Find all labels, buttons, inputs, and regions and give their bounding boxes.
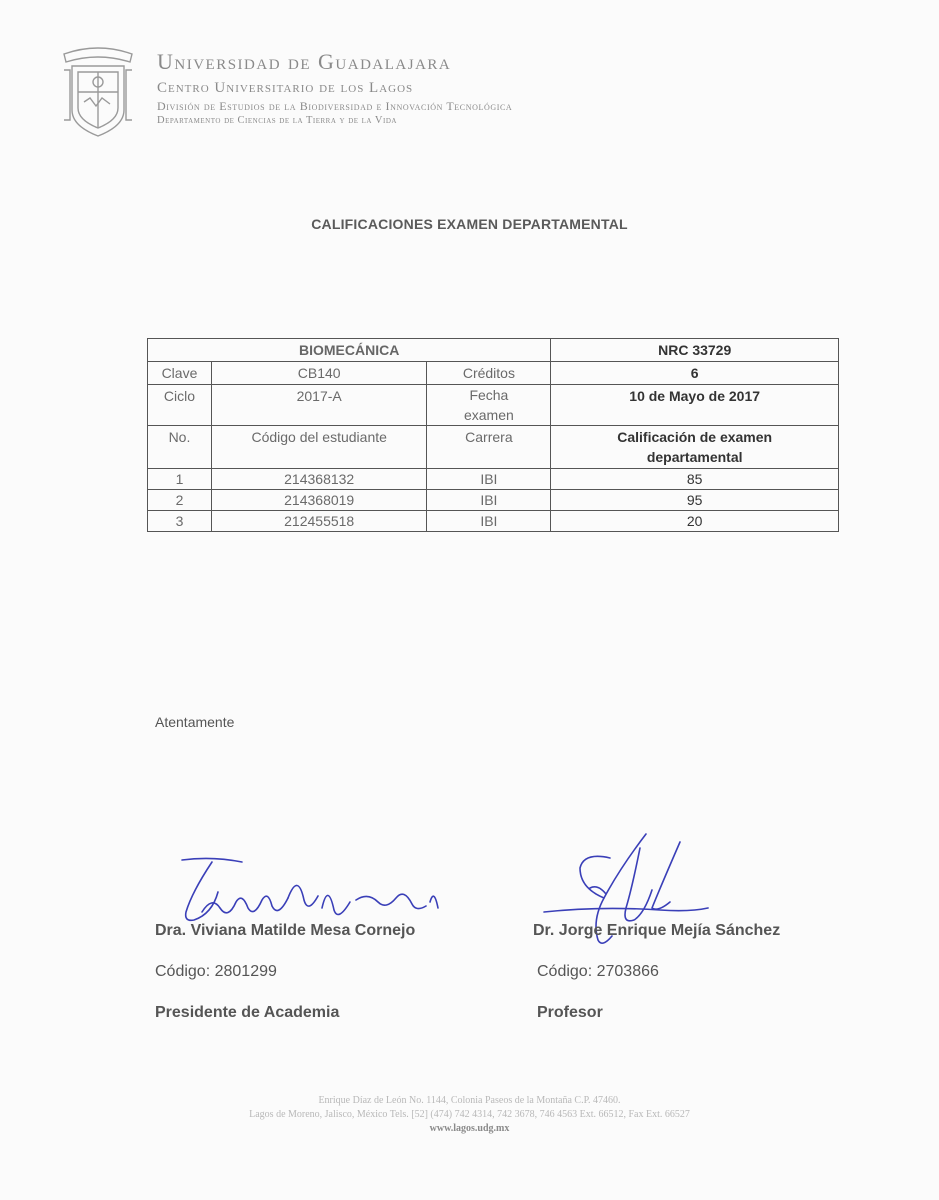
signatory-1-role: Presidente de Academia	[155, 1004, 340, 1021]
clave-value: CB140	[211, 362, 427, 385]
grades-table	[147, 338, 839, 532]
letterhead-text	[157, 50, 777, 127]
row-carrera: IBI	[427, 469, 551, 490]
center-name: Centro Universitario de los Lagos	[157, 80, 414, 96]
footer-contact: Lagos de Moreno, Jalisco, México Tels. [52] (474) 742 4314, 742 3678, 746 4563 Ext. 66512, Fax Ext. 66527	[249, 1109, 690, 1120]
division-name: División de Estudios de la Biodiversidad e Innovación Tecnológica	[157, 99, 513, 113]
signature-1-icon	[172, 852, 442, 932]
nrc-value: NRC 33729	[551, 339, 839, 362]
university-name: Universidad de Guadalajara	[157, 49, 452, 74]
row-carrera: IBI	[427, 511, 551, 532]
table-row	[148, 490, 839, 511]
header-codigo: Código del estudiante	[211, 426, 427, 469]
fecha-label: Fecha examen	[427, 385, 551, 426]
header-carrera: Carrera	[427, 426, 551, 469]
document-title: CALIFICACIONES EXAMEN DEPARTAMENTAL	[311, 216, 628, 232]
ciclo-label: Ciclo	[148, 385, 212, 426]
subject-name: BIOMECÁNICA	[148, 339, 551, 362]
footer-address: Enrique Díaz de León No. 1144, Colonia Paseos de la Montaña C.P. 47460.	[318, 1095, 621, 1106]
row-no: 2	[148, 490, 212, 511]
table-row	[148, 362, 839, 385]
clave-label: Clave	[148, 362, 212, 385]
fecha-value: 10 de Mayo de 2017	[551, 385, 839, 426]
department-name: Departamento de Ciencias de la Tierra y de la Vida	[157, 115, 397, 126]
creditos-value: 6	[551, 362, 839, 385]
table-row	[148, 469, 839, 490]
row-carrera: IBI	[427, 490, 551, 511]
table-row	[148, 339, 839, 362]
header-no: No.	[148, 426, 212, 469]
signatory-2-role: Profesor	[537, 1004, 603, 1021]
row-calificacion: 20	[551, 511, 839, 532]
creditos-label: Créditos	[427, 362, 551, 385]
signatory-2-name: Dr. Jorge Enrique Mejía Sánchez	[533, 922, 781, 939]
signatory-1-code: Código: 2801299	[155, 963, 277, 980]
row-codigo: 214368132	[211, 469, 427, 490]
closing-text: Atentamente	[155, 714, 235, 730]
header-calificacion: Calificación de examen departamental	[551, 426, 839, 469]
signatory-2-code: Código: 2703866	[537, 963, 659, 980]
row-calificacion: 85	[551, 469, 839, 490]
row-no: 3	[148, 511, 212, 532]
row-codigo: 212455518	[211, 511, 427, 532]
row-calificacion: 95	[551, 490, 839, 511]
university-seal-icon	[60, 40, 136, 140]
ciclo-value: 2017-A	[211, 385, 427, 426]
footer-website: www.lagos.udg.mx	[429, 1123, 510, 1134]
row-no: 1	[148, 469, 212, 490]
table-header-row	[148, 426, 839, 469]
footer	[0, 1094, 939, 1136]
table-row	[148, 385, 839, 426]
table-row	[148, 511, 839, 532]
signatory-1-name: Dra. Viviana Matilde Mesa Cornejo	[155, 922, 416, 939]
row-codigo: 214368019	[211, 490, 427, 511]
